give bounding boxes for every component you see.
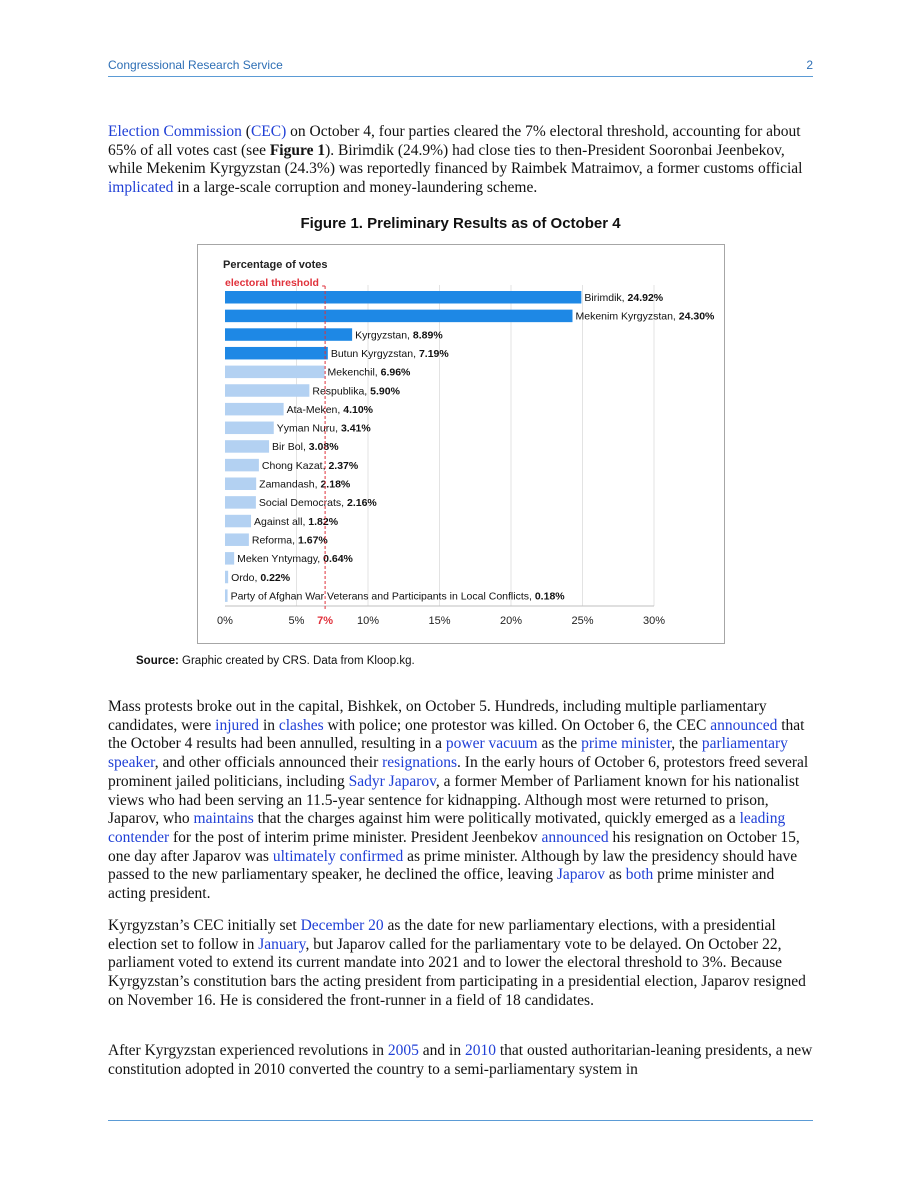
data-label [355,329,443,341]
bar [225,384,309,397]
value-label: 2.16% [347,497,377,510]
chart-title: Percentage of votes [223,259,328,271]
bar [225,533,249,546]
category-name: Meken Yntymagy, [237,553,324,566]
bar [225,589,228,602]
intro-paragraph: Election Commission (CEC) on October 4, four parties cleared the 7% electoral threshold, accounting for about 65% of all votes cast (see Figure 1). Birimdik (24.9%) had close ties to then-President Sooronbai Jeenbekov, while Mekenim Kyrgyzstan (24.3%) was reportedly financed by Raimbek Matraimov, a former customs official implicated in a large-scale corruption and money-laundering scheme. [108,123,803,197]
figure-reference: Figure 1 [269,141,326,159]
link-january[interactable]: January [258,935,306,953]
x-tick-label: 15% [428,615,451,627]
category-name: Ata-Meken, [286,403,344,416]
data-label [231,590,566,602]
bar [225,478,256,491]
link-election-commission[interactable]: Election Commission [108,123,242,140]
bar [225,310,572,323]
link-both[interactable]: both [625,866,654,884]
threshold-tick-label: 7% [317,615,334,627]
link-maintains[interactable]: maintains [193,810,254,828]
bar [225,347,328,360]
data-label [287,404,374,416]
value-label: 3.08% [308,441,339,454]
category-name: Yyman Nuru, [276,422,341,435]
bar [225,366,325,379]
x-tick-label: 5% [288,615,305,627]
data-label [262,460,359,472]
bar [225,496,256,509]
bar-chart [198,245,724,643]
page-header [108,58,813,78]
link-clashes[interactable]: clashes [278,716,324,734]
link-power-vacuum[interactable]: power vacuum [445,735,538,753]
value-label: 3.41% [340,422,371,435]
link-announced-resignation[interactable]: announced [541,828,609,846]
paragraph-constitution: After Kyrgyzstan experienced revolutions in 2005 and in 2010 that ousted authoritarian-leaning presidents, a new constitution adopted in 2010 converted the country to a semi-parliamentary system in [108,1042,813,1078]
data-label [254,516,339,528]
link-implicated[interactable]: implicated [108,179,174,197]
figure-title: Figure 1. Preliminary Results as of October 4 [300,215,621,232]
data-label [272,441,339,453]
category-name: Mekenim Kyrgyzstan, [575,310,679,323]
header-org: Congressional Research Service [108,58,283,72]
link-japarov[interactable]: Japarov [556,866,606,884]
category-name: Respublika, [312,385,371,398]
link-sadyr-japarov[interactable]: Sadyr Japarov [348,772,436,790]
value-label: 6.96% [380,366,411,379]
link-announced-annulled[interactable]: announced [710,716,778,734]
link-2010[interactable]: 2010 [464,1042,496,1059]
value-label: 2.37% [328,459,359,472]
bar [225,459,259,472]
value-label: 0.18% [534,590,565,603]
bar [225,291,581,304]
link-resignations[interactable]: resignations [382,754,458,772]
value-label: 4.10% [343,403,374,416]
chart-frame [197,244,725,644]
link-2005[interactable]: 2005 [387,1042,419,1059]
category-name: Party of Afghan War Veterans and Participants in Local Conflicts, [230,590,535,603]
value-label: 8.89% [412,329,443,342]
category-name: Butun Kyrgyzstan, [330,347,419,360]
value-label: 1.67% [297,534,328,547]
link-prime-minister[interactable]: prime minister [581,735,672,753]
page-number: 2 [806,58,813,72]
bar [225,403,284,416]
data-label [575,311,715,323]
data-label [231,572,291,584]
value-label: 2.18% [320,478,351,491]
data-label [328,367,412,379]
data-label [312,385,400,397]
data-label [259,497,378,509]
figure-source: Source: Graphic created by CRS. Data from Kloop.kg. [136,655,415,667]
paragraph-protests: Mass protests broke out in the capital, Bishkek, on October 5. Hundreds, including multiple parliamentary candidates, were injured in clashes with police; one protestor was killed. On October 6, the CEC announced that the October 4 results had been annulled, resulting in a power vacuum as the prime minister, the parliamentary speaker, and other officials announced their resignations. In the early hours of October 6, protestors freed several prominent jailed politicians, including Sadyr Japarov, a former Member of Parliament known for his nationalist views who had been serving an 11.5-year sentence for kidnapping. Although most were returned to prison, Japarov, who maintains that the charges against him were politically motivated, quickly emerged as a leading contender for the post of interim prime minister. President Jeenbekov announced his resignation on October 15, one day after Japarov was ultimately confirmed as prime minister. Although by law the presidency should have passed to the new parliamentary speaker, he declined the office, leaving Japarov as both prime minister and acting president. [108,698,809,903]
data-label [331,348,450,360]
category-name: Against all, [254,515,309,528]
link-cec[interactable]: CEC) [250,123,287,140]
value-label: 1.82% [308,515,339,528]
bar [225,422,274,435]
value-label: 0.64% [323,553,353,566]
x-tick-label: 30% [642,615,666,627]
category-name: Bir Bol, [272,441,309,454]
link-december-20[interactable]: December 20 [300,917,384,934]
header-rule [108,76,813,77]
value-label: 24.30% [678,310,715,323]
data-label [237,553,353,565]
value-label: 24.92% [627,292,664,304]
x-tick-label: 20% [499,615,523,627]
category-name: Zamandash, [259,478,321,491]
paragraph-elections: Kyrgyzstan’s CEC initially set December 20 as the date for new parliamentary elections, with a presidential election set to follow in January, but Japarov called for the parliamentary vote to be delayed. On October 22, parliament voted to extend its current mandate into 2021 and to lower the electoral threshold to 3%. Because Kyrgyzstan’s constitution bars the acting president from participating in a presidential election, Japarov resigned on November 16. He is considered the front-runner in a field of 18 candidates. [108,917,806,1009]
footer-rule [108,1120,813,1121]
bar [225,515,251,528]
bar [225,552,234,565]
link-ultimately-confirmed[interactable]: ultimately confirmed [272,847,404,865]
data-label [584,292,663,304]
data-label [259,479,351,491]
category-name: Birimdik, [584,292,628,304]
category-name: Ordo, [231,571,261,584]
link-parliamentary-speaker[interactable]: parliamentary speaker [108,735,788,772]
x-tick-label: 0% [217,615,233,627]
x-tick-label: 10% [356,615,380,627]
x-tick-label: 25% [571,615,594,627]
category-name: Reforma, [251,534,298,547]
data-label [252,534,329,546]
category-name: Mekenchil, [327,366,381,379]
value-label: 0.22% [260,571,291,584]
link-leading-contender[interactable]: leading contender [108,810,786,846]
bar [225,571,228,584]
category-name: Kyrgyzstan, [355,329,413,342]
data-label [277,423,372,435]
category-name: Chong Kazat, [261,459,329,472]
category-name: Social Democrats, [258,497,348,510]
bar [225,440,269,453]
link-injured[interactable]: injured [215,716,260,734]
value-label: 7.19% [418,347,449,360]
threshold-label: electoral threshold [225,277,319,289]
bar [225,328,352,341]
value-label: 5.90% [370,385,400,398]
